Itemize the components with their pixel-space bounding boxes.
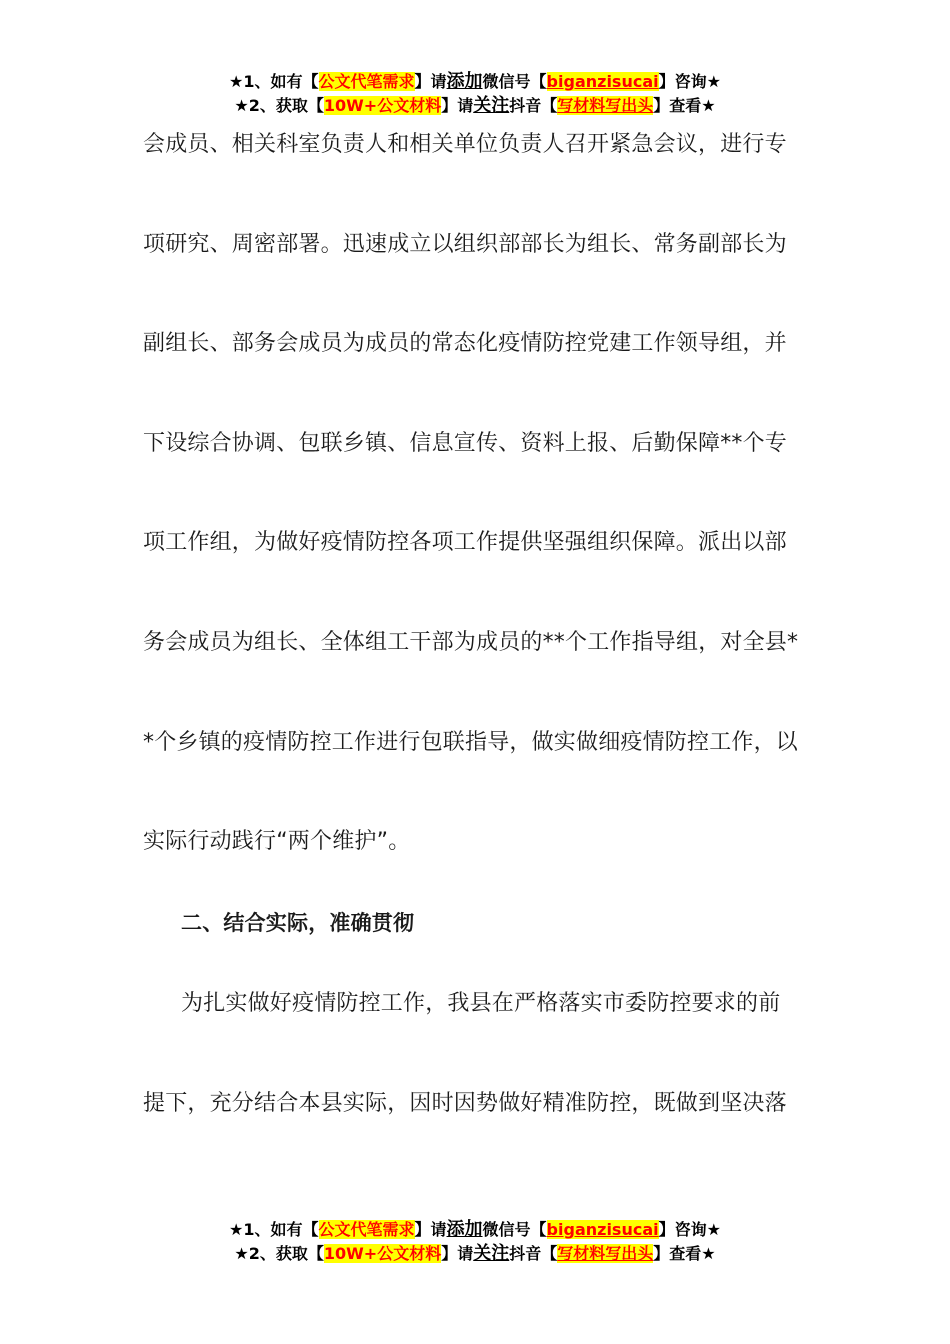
section-heading: 二、结合实际，准确贯彻 xyxy=(181,911,415,935)
banner-text: 】请 xyxy=(441,1244,474,1263)
banner-text: 】查看★ xyxy=(653,1244,716,1263)
banner-text: 抖音【 xyxy=(509,96,558,115)
banner-line-2 xyxy=(0,94,950,118)
body-text-line: 务会成员为组长、全体组工干部为成员的**个工作指导组，对全县* xyxy=(143,630,799,655)
banner-highlight: 公文代笔需求 xyxy=(318,72,415,91)
banner-wechat-id: biganzisucai xyxy=(546,72,659,91)
banner-emphasis: 关注 xyxy=(473,95,510,116)
banner-text: 微信号【 xyxy=(482,72,547,91)
body-text-line: 下设综合协调、包联乡镇、信息宣传、资料上报、后勤保障**个专 xyxy=(143,431,788,456)
banner-highlight: 公文代笔需求 xyxy=(318,1220,415,1239)
body-text-line: 为扎实做好疫情防控工作，我县在严格落实市委防控要求的前 xyxy=(181,991,781,1016)
banner-text: 】请 xyxy=(414,1220,447,1239)
banner-douyin-id: 写材料写出头 xyxy=(557,1244,654,1263)
banner-emphasis: 添加 xyxy=(446,71,483,92)
banner-text: ★2、获取【 xyxy=(234,96,324,115)
body-text-line: 项研究、周密部署。迅速成立以组织部部长为组长、常务副部长为 xyxy=(143,232,787,257)
banner-text: ★2、获取【 xyxy=(234,1244,324,1263)
banner-text: 】请 xyxy=(441,96,474,115)
banner-line-1 xyxy=(0,70,950,94)
body-text-line: 实际行动践行“两个维护”。 xyxy=(143,829,411,854)
body-text-line: 提下，充分结合本县实际，因时因势做好精准防控，既做到坚决落 xyxy=(143,1091,787,1116)
banner-highlight: 10W+公文材料 xyxy=(323,1244,442,1263)
body-text-line: 会成员、相关科室负责人和相关单位负责人召开紧急会议，进行专 xyxy=(143,132,787,157)
banner-douyin-id: 写材料写出头 xyxy=(557,96,654,115)
body-text-line: *个乡镇的疫情防控工作进行包联指导，做实做细疫情防控工作，以 xyxy=(143,730,799,755)
banner-text: 】咨询★ xyxy=(658,1220,721,1239)
banner-emphasis: 添加 xyxy=(446,1219,483,1240)
footer-banner xyxy=(0,1218,950,1266)
banner-line-2 xyxy=(0,1242,950,1266)
banner-text: 】请 xyxy=(414,72,447,91)
body-text-line: 副组长、部务会成员为成员的常态化疫情防控党建工作领导组，并 xyxy=(143,331,787,356)
banner-text: ★1、如有【 xyxy=(229,1220,319,1239)
banner-line-1 xyxy=(0,1218,950,1242)
banner-text: 抖音【 xyxy=(509,1244,558,1263)
banner-text: ★1、如有【 xyxy=(229,72,319,91)
header-banner xyxy=(0,70,950,118)
banner-text: 】查看★ xyxy=(653,96,716,115)
banner-highlight: 10W+公文材料 xyxy=(323,96,442,115)
banner-wechat-id: biganzisucai xyxy=(546,1220,659,1239)
body-text-line: 项工作组，为做好疫情防控各项工作提供坚强组织保障。派出以部 xyxy=(143,530,787,555)
banner-emphasis: 关注 xyxy=(473,1243,510,1264)
banner-text: 微信号【 xyxy=(482,1220,547,1239)
banner-text: 】咨询★ xyxy=(658,72,721,91)
